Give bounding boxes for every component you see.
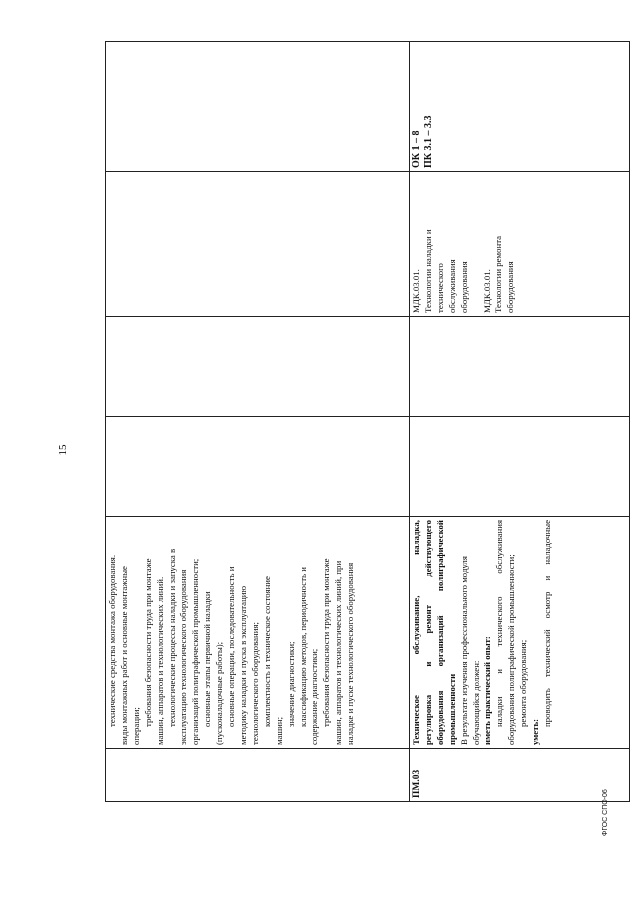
text-line: требования безопасности труда при монтаже xyxy=(321,558,332,727)
text-line: содержание диагностики; xyxy=(309,648,320,745)
curriculum-table xyxy=(105,41,630,802)
text-line: наладки и технического обслуживания xyxy=(494,520,505,727)
text-line: (пусконаладочные работы); xyxy=(214,641,225,745)
text-line: технологические процессы наладки и запуска в xyxy=(166,548,177,727)
module-title-line: промышленности xyxy=(446,673,457,745)
text-line: значение диагностики; xyxy=(285,641,296,727)
table-row xyxy=(106,42,410,802)
table-row xyxy=(410,42,630,802)
competencies-cell xyxy=(106,42,410,172)
text-line: требования безопасности труда при монтаже xyxy=(142,558,153,727)
mdk-name: Технологии наладки и xyxy=(422,229,433,313)
text-line: комплектность и техническое состояние xyxy=(261,576,272,727)
text-line: В результате изучения профессионального модуля xyxy=(458,556,469,745)
text-line: организаций полиграфической промышленности; xyxy=(190,558,201,745)
text-line: наладке и пуске технологического оборудования xyxy=(345,562,356,745)
text-line: основные этапы первичной наладки xyxy=(202,591,213,727)
mdk-cell xyxy=(410,172,630,317)
text-line: технические средства монтажа оборудования. xyxy=(107,554,117,727)
hours-cell xyxy=(106,317,410,417)
module-title-line: регулировка и ремонт действующего xyxy=(422,520,433,745)
mdk-name: обслуживания xyxy=(446,259,457,313)
page-number: 15 xyxy=(57,444,69,456)
hours-cell xyxy=(410,417,630,517)
module-code: ПМ.03 xyxy=(412,769,422,798)
content-cell xyxy=(106,517,410,749)
mdk-name: оборудования xyxy=(458,261,469,313)
text-line: машин, аппаратов и технологических линий. xyxy=(154,576,165,745)
text-line: виды монтажных работ и основные монтажные xyxy=(118,566,129,745)
text-line: основные операции, последовательность и xyxy=(226,566,237,727)
text-line: классификацию методов, периодичность и xyxy=(297,567,308,727)
module-title-line: Техническое обслуживание, наладка, xyxy=(411,520,421,745)
text-line: операции; xyxy=(130,707,141,745)
text-line: ремонта оборудования; xyxy=(518,639,529,727)
rotated-page xyxy=(105,42,629,802)
mdk-cell xyxy=(106,172,410,317)
module-title-line: оборудования организаций полиграфической xyxy=(434,520,445,745)
competency-codes: ОК 1 – 8 xyxy=(411,130,422,168)
mdk-name: Технологии ремонта xyxy=(493,235,504,313)
text-line: обучающийся должен: xyxy=(470,660,481,745)
hours-cell xyxy=(410,317,630,417)
text-line: эксплуатацию технологического оборудования xyxy=(178,569,189,745)
section-heading: уметь: xyxy=(530,718,541,745)
spacer xyxy=(471,175,482,313)
text-line: оборудования полиграфической промышленности; xyxy=(506,554,517,745)
module-code-cell xyxy=(410,749,630,802)
module-content-cell xyxy=(410,517,630,749)
text-line: методику наладки и пуска в эксплуатацию xyxy=(237,585,248,745)
mdk-name: технического xyxy=(434,263,445,313)
text-line: технологического оборудования; xyxy=(249,622,260,745)
competency-codes: ПК 3.1 – 3.3 xyxy=(422,115,434,168)
hours-cell xyxy=(106,417,410,517)
text-line: машин; xyxy=(273,716,284,745)
code-cell xyxy=(106,749,410,802)
competencies-cell xyxy=(410,42,630,172)
footer-label: ФГОС СПО-06 xyxy=(602,789,609,836)
mdk-name: оборудования xyxy=(505,261,516,313)
mdk-code: МДК.03.01. xyxy=(411,269,421,313)
mdk-code: МДК.03.01. xyxy=(481,269,492,313)
section-heading: иметь практический опыт: xyxy=(482,636,493,745)
text-line: машин, аппаратов и технологических линий, при xyxy=(333,560,344,745)
text-line: проводить технический осмотр и наладочные xyxy=(541,520,552,727)
